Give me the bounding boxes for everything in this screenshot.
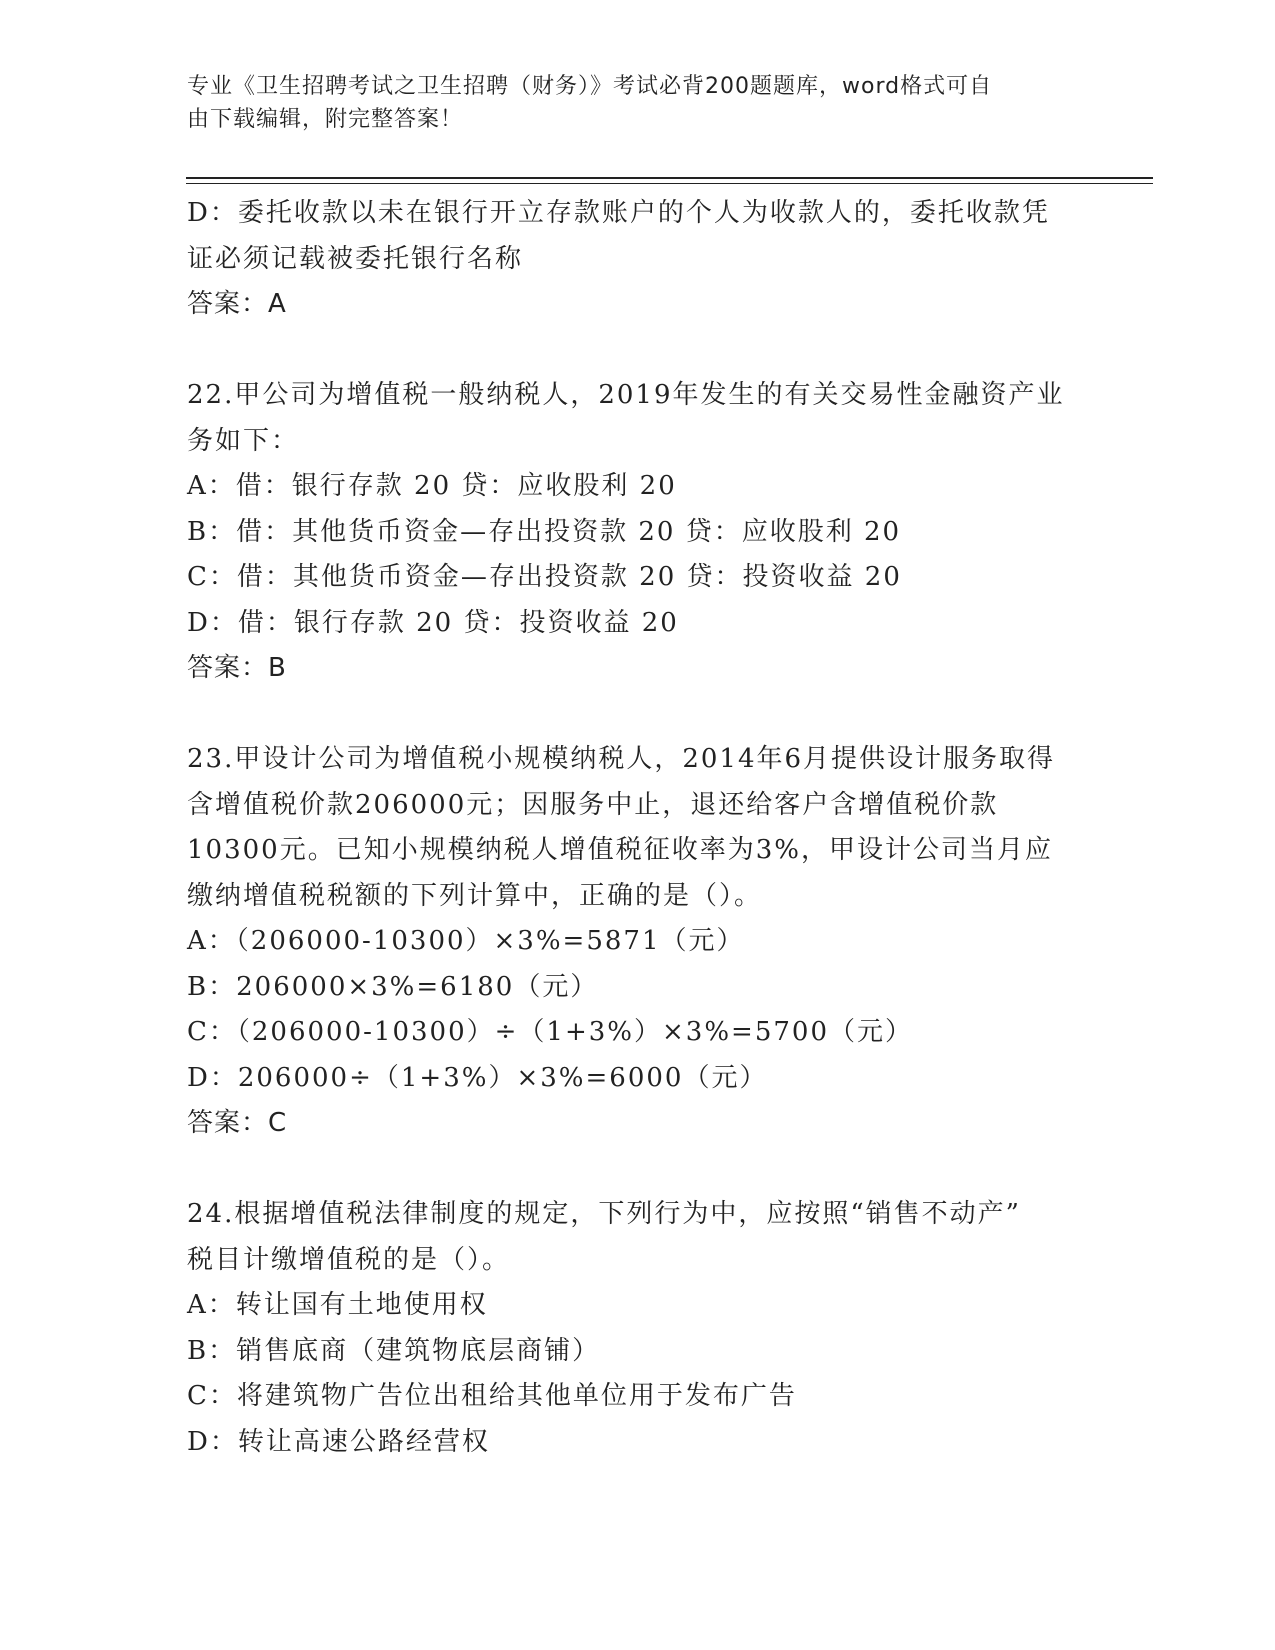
question-stem-line: 10300元。已知小规模纳税人增值税征收率为3%，甲设计公司当月应 bbox=[187, 835, 1053, 865]
option-d: D：206000÷（1+3%）×3%=6000（元） bbox=[187, 1062, 768, 1093]
option-b: B：206000×3%=6180（元） bbox=[187, 971, 599, 1002]
question-stem-line: 24.根据增值税法律制度的规定，下列行为中，应按照“销售不动产” bbox=[187, 1199, 1021, 1229]
spacer bbox=[187, 328, 1087, 374]
option-c: C：将建筑物广告位出租给其他单位用于发布广告 bbox=[187, 1381, 797, 1411]
option-c: C：（206000-10300）÷（1+3%）×3%=5700（元） bbox=[187, 1017, 913, 1047]
spacer bbox=[187, 692, 1087, 738]
header-line-1: 专业《卫生招聘考试之卫生招聘（财务）》考试必背200题题库，word格式可自 bbox=[187, 74, 993, 99]
option-c: C：借：其他货币资金—存出投资款 20 贷：投资收益 20 bbox=[187, 562, 902, 592]
header-line-2: 由下载编辑，附完整答案！ bbox=[187, 107, 464, 132]
option-d: D：借：银行存款 20 贷：投资收益 20 bbox=[187, 607, 679, 638]
question-stem-line: 务如下： bbox=[187, 425, 300, 456]
prev-option-d-line-1: D：委托收款以未在银行开立存款账户的个人为收款人的，委托收款凭 bbox=[187, 198, 1050, 228]
document-body bbox=[187, 191, 1087, 1465]
header-rule-thick bbox=[186, 177, 1153, 179]
option-b: B：销售底商（建筑物底层商铺） bbox=[187, 1335, 601, 1366]
document-header bbox=[187, 70, 1087, 136]
prev-option-d-line-2: 证必须记载被委托银行名称 bbox=[187, 243, 524, 274]
spacer bbox=[187, 1147, 1087, 1193]
prev-answer: 答案：A bbox=[187, 289, 287, 319]
question-22 bbox=[187, 373, 1087, 692]
question-stem-line: 缴纳增值税税额的下列计算中，正确的是（）。 bbox=[187, 880, 763, 911]
option-a: A：借：银行存款 20 贷：应收股利 20 bbox=[187, 471, 677, 501]
option-a: A：转让国有土地使用权 bbox=[187, 1290, 488, 1320]
answer: 答案：C bbox=[187, 1108, 288, 1138]
question-stem-line: 含增值税价款206000元；因服务中止，退还给客户含增值税价款 bbox=[187, 789, 999, 820]
question-stem-line: 22.甲公司为增值税一般纳税人，2019年发生的有关交易性金融资产业 bbox=[187, 380, 1065, 410]
question-stem-line: 税目计缴增值税的是（）。 bbox=[187, 1244, 511, 1275]
header-rule-thin bbox=[186, 183, 1153, 184]
option-d: D：转让高速公路经营权 bbox=[187, 1426, 490, 1457]
question-stem-line: 23.甲设计公司为增值税小规模纳税人，2014年6月提供设计服务取得 bbox=[187, 744, 1056, 774]
option-a: A：（206000-10300）×3%=5871（元） bbox=[187, 926, 745, 956]
question-24 bbox=[187, 1192, 1087, 1465]
answer: 答案：B bbox=[187, 653, 287, 683]
option-b: B：借：其他货币资金—存出投资款 20 贷：应收股利 20 bbox=[187, 516, 902, 547]
question-23 bbox=[187, 737, 1087, 1147]
